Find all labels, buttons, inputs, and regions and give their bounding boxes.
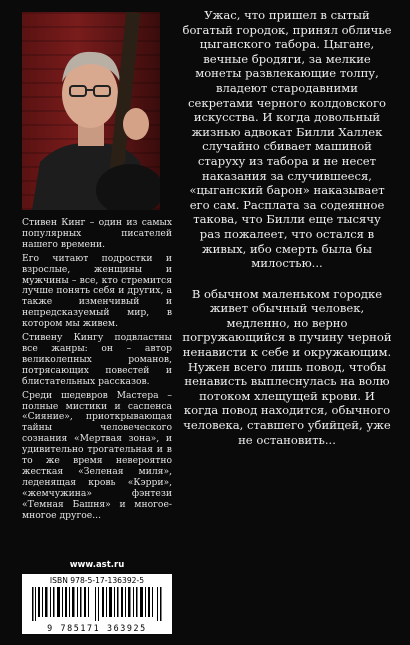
barcode-digits: 9 785171 363925 bbox=[47, 623, 147, 633]
author-photo-illustration bbox=[22, 12, 160, 210]
bio-paragraph: Среди шедевров Мастера – полные мистики и саспенса «Сияние», приоткрывающая тайны человеческого сознания «Мертвая зона», и удивительно трогательная и в то же время невероятно жесткая «Зеленая миля», леденящая кровь «Кэрри», «жемчужина» фэнтези «Темная Башня» и многое-многое другое... bbox=[22, 389, 172, 521]
barcode-panel bbox=[22, 574, 172, 634]
publisher-website: www.ast.ru bbox=[69, 560, 125, 570]
annotation-paragraph-1: Ужас, что пришел в сытый богатый городок, принял обличье цыганского табора. Цыгане, вечные бродяги, за мелкие монеты развлекающие толпу, владеют стародавними секретами черного колдовского искусства. И когда довольный жизнью адвокат Билли Халлек случайно сбивает машиной старуху из табора и не несет наказания за случившееся, «цыганский барон» наказывает его сам. Расплата за содеянное такова, что Билли еще тысячу раз пожалеет, что остался в живых, ибо смерть была бы милостью... bbox=[182, 8, 392, 271]
bio-paragraph: Его читают подростки и взрослые, женщины и мужчины – все, кто стремится лучше понять себя и других, а также изменчивый и непредсказуемый мир, в котором мы живем. bbox=[22, 252, 172, 330]
author-photo bbox=[22, 12, 160, 210]
isbn-text: ISBN 978-5-17-136392-5 bbox=[49, 576, 145, 585]
book-annotation bbox=[182, 8, 392, 447]
barcode-icon bbox=[32, 587, 162, 621]
bio-paragraph: Стивен Кинг – один из самых популярных писателей нашего времени. bbox=[22, 217, 172, 250]
author-bio bbox=[22, 218, 172, 524]
bio-paragraph: Стивену Кингу подвластны все жанры: он – автор великолепных романов, потрясающих повестей и блистательных рассказов. bbox=[22, 332, 172, 387]
annotation-paragraph-2: В обычном маленьком городке живет обычный человек, медленно, но верно погружающийся в пучину черной ненависти к себе и окружающим. Нужен всего лишь повод, чтобы ненависть выплеснулась на волю потоком хлещущей крови. И когда повод находится, обычного человека, ставшего убийцей, уже не остановить... bbox=[182, 286, 392, 447]
